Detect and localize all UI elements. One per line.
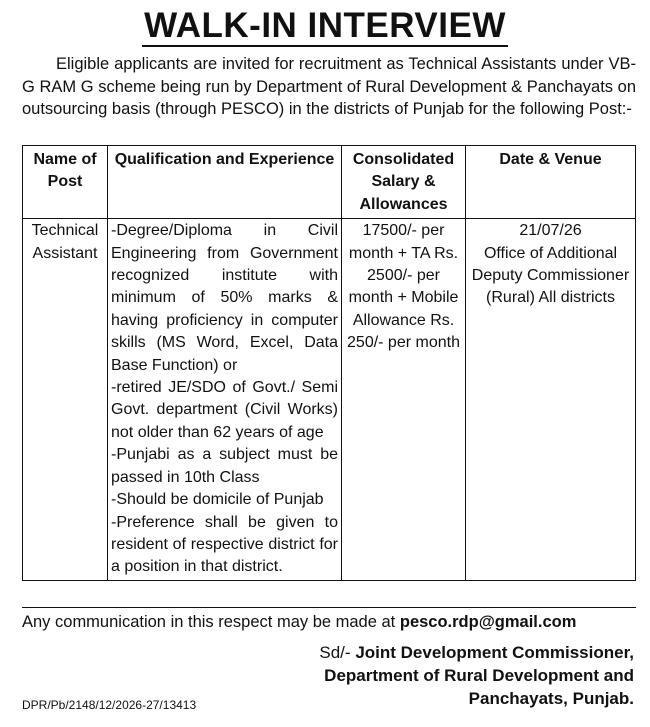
contact-email: pesco.rdp@gmail.com <box>399 613 577 631</box>
header-qualification: Qualification and Experience <box>108 146 342 219</box>
post-name: Technical Assistant <box>23 219 108 581</box>
posts-table <box>22 145 636 581</box>
qualification-item: -Degree/Diploma in Civil Engineering from Government recognized institute with minimum of 50% marks & having proficiency in computer skills (MS Word, Excel, Data Base Function) or <box>111 222 338 374</box>
salary-cell: 17500/- per month + TA Rs. 2500/- per month + Mobile Allowance Rs. 250/- per month <box>342 219 466 581</box>
table-header-row <box>23 146 636 219</box>
intro-paragraph: Eligible applicants are invited for recruitment as Technical Assistants under VB-G RAM G scheme being run by Department of Rural Development & Panchayats on outsourcing basis (through PESCO) in the districts of Punjab for the following Post:- <box>22 55 636 118</box>
date-venue-cell <box>466 219 636 581</box>
communication-text: Any communication in this respect may be made at <box>22 613 396 631</box>
qualification-item: -retired JE/SDO of Govt./ Semi Govt. department (Civil Works) not older than 62 years of age <box>111 379 338 441</box>
notice-title: WALK-IN INTERVIEW <box>144 6 506 45</box>
signature-line-1 <box>319 641 634 664</box>
signatory-title: Joint Development Commissioner, <box>355 643 634 662</box>
signature-line-2: Department of Rural Development and <box>324 666 634 685</box>
qualification-item: -Punjabi as a subject must be passed in 10th Class <box>111 446 338 486</box>
interview-date: 21/07/26 <box>519 222 582 240</box>
header-date-venue: Date & Venue <box>466 146 636 219</box>
reference-number: DPR/Pb/2148/12/2026-27/13413 <box>22 698 197 712</box>
signature-block <box>319 641 634 710</box>
qualification-cell <box>108 219 342 581</box>
signature-prefix: Sd/- <box>319 643 351 662</box>
table-row <box>23 219 636 581</box>
header-salary: Consolidated Salary & Allowances <box>342 146 466 219</box>
qualification-item: -Should be domicile of Punjab <box>111 491 324 509</box>
interview-venue: Office of Additional Deputy Commissioner (Rural) All districts <box>471 244 630 307</box>
qualification-item: -Preference shall be given to resident of respective district for a position in that district. <box>111 513 338 576</box>
communication-line <box>22 607 636 634</box>
signature-line-3: Panchayats, Punjab. <box>468 689 634 708</box>
header-name-of-post: Name of Post <box>23 146 108 219</box>
